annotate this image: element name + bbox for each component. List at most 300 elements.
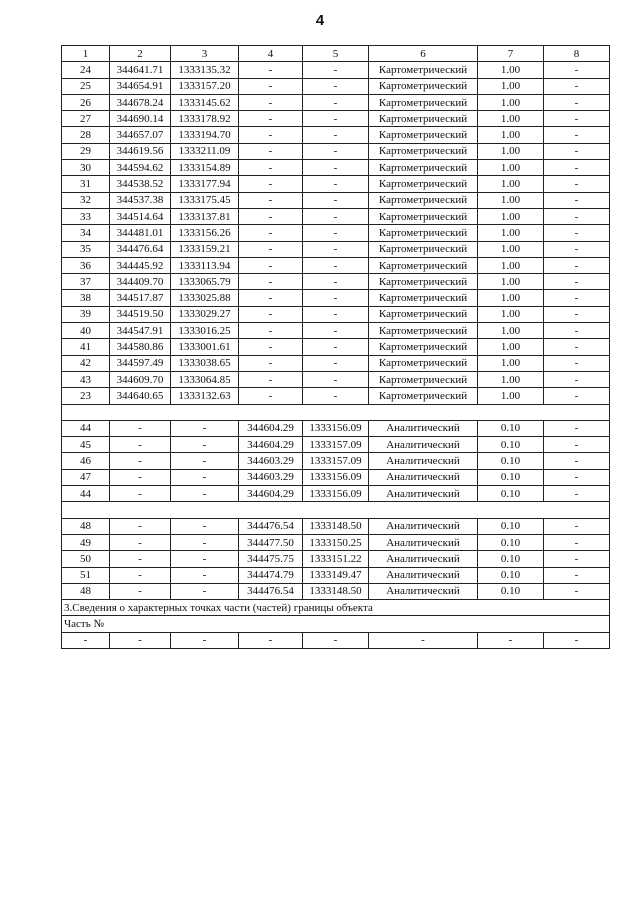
table-cell: - — [171, 583, 239, 599]
table-row — [62, 534, 610, 550]
coordinates-table — [61, 45, 610, 649]
table-cell: - — [544, 339, 610, 355]
table-row — [62, 486, 610, 502]
table-cell: - — [303, 127, 369, 143]
table-cell: - — [544, 257, 610, 273]
table-cell: 0.10 — [478, 518, 544, 534]
table-cell: 344476.54 — [239, 518, 303, 534]
table-cell: Аналитический — [369, 567, 478, 583]
table-cell: 0.10 — [478, 469, 544, 485]
table-cell: 42 — [62, 355, 110, 371]
table-cell: Картометрический — [369, 208, 478, 224]
table-cell: 25 — [62, 78, 110, 94]
table-cell: Картометрический — [369, 192, 478, 208]
table-row — [62, 453, 610, 469]
table-cell: - — [303, 371, 369, 387]
table-row — [62, 143, 610, 159]
table-row — [62, 355, 610, 371]
table-cell: 344537.38 — [110, 192, 171, 208]
table-cell: 1.00 — [478, 111, 544, 127]
table-cell: 5 — [303, 46, 369, 62]
table-cell: - — [544, 176, 610, 192]
table-cell: - — [303, 62, 369, 78]
table-cell: Картометрический — [369, 355, 478, 371]
table-cell: - — [239, 371, 303, 387]
table-cell: 344481.01 — [110, 225, 171, 241]
table-cell: - — [239, 323, 303, 339]
table-row — [62, 176, 610, 192]
table-cell: - — [544, 78, 610, 94]
table-cell: 47 — [62, 469, 110, 485]
table-cell: 344619.56 — [110, 143, 171, 159]
table-cell: 1333156.09 — [303, 420, 369, 436]
table-cell: - — [303, 257, 369, 273]
table-cell: 37 — [62, 274, 110, 290]
table-cell: - — [171, 437, 239, 453]
table-cell: 1333157.20 — [171, 78, 239, 94]
table-cell: Картометрический — [369, 225, 478, 241]
table-cell: - — [303, 388, 369, 404]
table-cell: - — [303, 111, 369, 127]
table-cell: - — [239, 257, 303, 273]
table-cell: 344690.14 — [110, 111, 171, 127]
table-row — [62, 290, 610, 306]
table-cell: - — [303, 143, 369, 159]
spacer-cell — [62, 404, 610, 420]
table-cell: 1.00 — [478, 78, 544, 94]
table-cell: 344609.70 — [110, 371, 171, 387]
table-cell: 1.00 — [478, 306, 544, 322]
table-cell: 344409.70 — [110, 274, 171, 290]
table-row — [62, 306, 610, 322]
table-cell: 0.10 — [478, 453, 544, 469]
table-cell: - — [544, 290, 610, 306]
table-cell: - — [544, 208, 610, 224]
table-row — [62, 111, 610, 127]
table-cell: - — [171, 453, 239, 469]
table-cell: - — [110, 518, 171, 534]
table-cell: 1333148.50 — [303, 583, 369, 599]
table-cell: 24 — [62, 62, 110, 78]
table-cell: - — [544, 420, 610, 436]
table-cell: 1333175.45 — [171, 192, 239, 208]
table-cell: - — [544, 274, 610, 290]
table-cell: - — [544, 192, 610, 208]
table-cell: Картометрический — [369, 290, 478, 306]
table-cell: 1 — [62, 46, 110, 62]
table-cell: Картометрический — [369, 388, 478, 404]
table-cell: 1.00 — [478, 62, 544, 78]
table-cell: 344603.29 — [239, 469, 303, 485]
table-cell: 44 — [62, 420, 110, 436]
header-row — [62, 46, 610, 62]
table-cell: 1.00 — [478, 176, 544, 192]
table-cell: 1333145.62 — [171, 94, 239, 110]
table-cell: - — [110, 534, 171, 550]
table-cell: 34 — [62, 225, 110, 241]
spacer-row — [62, 404, 610, 420]
section-3-title-row — [62, 600, 610, 616]
table-cell: - — [110, 486, 171, 502]
table-cell: 48 — [62, 583, 110, 599]
table-cell: 3 — [171, 46, 239, 62]
table-cell: 48 — [62, 518, 110, 534]
page-number: 4 — [315, 12, 325, 29]
table-cell: Картометрический — [369, 176, 478, 192]
table-row — [62, 127, 610, 143]
table-cell: - — [171, 567, 239, 583]
table-cell: - — [478, 632, 544, 648]
table-cell: - — [544, 225, 610, 241]
table-cell: 49 — [62, 534, 110, 550]
table-cell: 1.00 — [478, 257, 544, 273]
table-cell: 1333156.26 — [171, 225, 239, 241]
table-cell: 344641.71 — [110, 62, 171, 78]
table-cell: - — [171, 534, 239, 550]
table-cell: 1.00 — [478, 323, 544, 339]
table-cell: 23 — [62, 388, 110, 404]
table-cell: Картометрический — [369, 78, 478, 94]
table-cell: - — [239, 143, 303, 159]
table-cell: 45 — [62, 437, 110, 453]
table-cell: - — [303, 323, 369, 339]
table-cell: - — [303, 160, 369, 176]
table-cell: - — [544, 143, 610, 159]
table-cell: - — [544, 632, 610, 648]
table-cell: - — [239, 78, 303, 94]
table-cell: 344476.54 — [239, 583, 303, 599]
table-cell: - — [303, 192, 369, 208]
table-cell: 344474.79 — [239, 567, 303, 583]
table-cell: - — [303, 78, 369, 94]
table-cell: 344475.75 — [239, 551, 303, 567]
table-cell: Аналитический — [369, 420, 478, 436]
table-cell: - — [303, 290, 369, 306]
table-cell: 344640.65 — [110, 388, 171, 404]
table-row — [62, 208, 610, 224]
table-cell: - — [303, 241, 369, 257]
table-cell: Картометрический — [369, 111, 478, 127]
table-cell: Картометрический — [369, 371, 478, 387]
table-cell: 1.00 — [478, 94, 544, 110]
table-cell: 344604.29 — [239, 420, 303, 436]
table-cell: 1.00 — [478, 192, 544, 208]
table-cell: - — [544, 355, 610, 371]
table-cell: - — [303, 274, 369, 290]
table-cell: 344654.91 — [110, 78, 171, 94]
table-cell: 1333150.25 — [303, 534, 369, 550]
table-cell: - — [544, 306, 610, 322]
table-cell: 1333156.09 — [303, 486, 369, 502]
table-cell: Картометрический — [369, 306, 478, 322]
table-cell: 50 — [62, 551, 110, 567]
table-row — [62, 62, 610, 78]
table-cell: 344519.50 — [110, 306, 171, 322]
table-cell: 1.00 — [478, 388, 544, 404]
table-cell: - — [369, 632, 478, 648]
table-cell: - — [239, 127, 303, 143]
table-cell: - — [303, 306, 369, 322]
table-cell: 1.00 — [478, 160, 544, 176]
table-cell: - — [544, 241, 610, 257]
table-row — [62, 241, 610, 257]
table-row — [62, 274, 610, 290]
table-cell: 1333151.22 — [303, 551, 369, 567]
table-cell: - — [239, 290, 303, 306]
table-cell: 26 — [62, 94, 110, 110]
table-cell: 40 — [62, 323, 110, 339]
table-cell: - — [544, 323, 610, 339]
table-cell: - — [303, 176, 369, 192]
table-cell: 2 — [110, 46, 171, 62]
table-cell: - — [239, 632, 303, 648]
table-row — [62, 469, 610, 485]
table-cell: 1.00 — [478, 274, 544, 290]
table-cell: Картометрический — [369, 62, 478, 78]
table-cell: 7 — [478, 46, 544, 62]
table-cell: - — [171, 469, 239, 485]
table-cell: - — [239, 192, 303, 208]
table-cell: Аналитический — [369, 437, 478, 453]
table-cell: 41 — [62, 339, 110, 355]
table-cell: 27 — [62, 111, 110, 127]
table-cell: Картометрический — [369, 160, 478, 176]
table-cell: - — [239, 241, 303, 257]
table-row — [62, 78, 610, 94]
table-cell: - — [544, 111, 610, 127]
table-cell: Картометрический — [369, 323, 478, 339]
table-cell: 1.00 — [478, 371, 544, 387]
table-cell: - — [544, 551, 610, 567]
table-cell: 344476.64 — [110, 241, 171, 257]
table-cell: - — [239, 306, 303, 322]
table-cell: - — [544, 127, 610, 143]
table-cell: 1.00 — [478, 339, 544, 355]
table-cell: 0.10 — [478, 583, 544, 599]
table-cell: 1333016.25 — [171, 323, 239, 339]
table-row — [62, 257, 610, 273]
table-cell: 38 — [62, 290, 110, 306]
table-cell: 1333156.09 — [303, 469, 369, 485]
table-cell: - — [171, 420, 239, 436]
table-cell: 344603.29 — [239, 453, 303, 469]
table-cell: 0.10 — [478, 534, 544, 550]
table-cell: - — [303, 208, 369, 224]
table-cell: 1.00 — [478, 290, 544, 306]
table-cell: Картометрический — [369, 339, 478, 355]
table-row — [62, 371, 610, 387]
table-cell: Аналитический — [369, 583, 478, 599]
table-cell: - — [544, 453, 610, 469]
table-cell: 344657.07 — [110, 127, 171, 143]
table-cell: 1.00 — [478, 225, 544, 241]
table-row — [62, 632, 610, 648]
table-cell: 1.00 — [478, 143, 544, 159]
table-cell: 1.00 — [478, 241, 544, 257]
table-cell: 1333154.89 — [171, 160, 239, 176]
table-row — [62, 160, 610, 176]
table-cell: 344604.29 — [239, 437, 303, 453]
table-row — [62, 420, 610, 436]
table-cell: - — [544, 469, 610, 485]
table-cell: 1333157.09 — [303, 437, 369, 453]
table-cell: 344477.50 — [239, 534, 303, 550]
table-cell: - — [110, 420, 171, 436]
table-cell: 1333113.94 — [171, 257, 239, 273]
spacer-cell — [62, 502, 610, 518]
table-cell: - — [110, 469, 171, 485]
table-row — [62, 583, 610, 599]
table-cell: 32 — [62, 192, 110, 208]
table-cell: 1333065.79 — [171, 274, 239, 290]
table-cell: - — [239, 62, 303, 78]
table-cell: - — [303, 94, 369, 110]
table-cell: - — [110, 567, 171, 583]
table-cell: Картометрический — [369, 274, 478, 290]
table-cell: 344597.49 — [110, 355, 171, 371]
table-cell: 344594.62 — [110, 160, 171, 176]
spacer-row — [62, 502, 610, 518]
table-cell: - — [110, 583, 171, 599]
table-cell: 44 — [62, 486, 110, 502]
table-cell: 1333029.27 — [171, 306, 239, 322]
table-cell: 0.10 — [478, 486, 544, 502]
table-cell: 1333194.70 — [171, 127, 239, 143]
table-cell: - — [110, 551, 171, 567]
table-cell: - — [239, 160, 303, 176]
table-cell: Картометрический — [369, 127, 478, 143]
table-cell: Аналитический — [369, 453, 478, 469]
table-cell: 0.10 — [478, 567, 544, 583]
table-row — [62, 225, 610, 241]
table-cell: Картометрический — [369, 241, 478, 257]
table-row — [62, 192, 610, 208]
table-cell: - — [171, 518, 239, 534]
table-row — [62, 323, 610, 339]
table-row — [62, 94, 610, 110]
table-cell: 35 — [62, 241, 110, 257]
table-cell: 46 — [62, 453, 110, 469]
table-cell: 1333025.88 — [171, 290, 239, 306]
table-cell: - — [544, 583, 610, 599]
table-cell: - — [544, 486, 610, 502]
table-cell: - — [110, 437, 171, 453]
table-cell: - — [544, 534, 610, 550]
table-cell: - — [239, 111, 303, 127]
table-cell: 344678.24 — [110, 94, 171, 110]
table-cell: Картометрический — [369, 257, 478, 273]
table-cell: 1333149.47 — [303, 567, 369, 583]
table-cell: 6 — [369, 46, 478, 62]
table-cell: 1333178.92 — [171, 111, 239, 127]
table-cell: 344547.91 — [110, 323, 171, 339]
table-cell: - — [239, 274, 303, 290]
table-row — [62, 551, 610, 567]
table-row — [62, 437, 610, 453]
table-cell: 344445.92 — [110, 257, 171, 273]
table-cell: 30 — [62, 160, 110, 176]
table-cell: - — [544, 62, 610, 78]
table-cell: 43 — [62, 371, 110, 387]
table-cell: - — [544, 371, 610, 387]
table-cell: - — [303, 225, 369, 241]
table-cell: Аналитический — [369, 534, 478, 550]
table-cell: Аналитический — [369, 486, 478, 502]
table-cell: 1.00 — [478, 355, 544, 371]
table-cell: - — [239, 94, 303, 110]
part-label-row — [62, 616, 610, 632]
table-cell: 1333177.94 — [171, 176, 239, 192]
table-row — [62, 567, 610, 583]
table-cell: - — [239, 208, 303, 224]
table-cell: 31 — [62, 176, 110, 192]
part-label: Часть № — [62, 616, 610, 632]
table-cell: - — [239, 225, 303, 241]
table-cell: 1333211.09 — [171, 143, 239, 159]
table-cell: 1333038.65 — [171, 355, 239, 371]
table-cell: 39 — [62, 306, 110, 322]
table-cell: Аналитический — [369, 551, 478, 567]
table-cell: 0.10 — [478, 437, 544, 453]
table-cell: 28 — [62, 127, 110, 143]
table-cell: 1333135.32 — [171, 62, 239, 78]
table-cell: - — [110, 632, 171, 648]
table-cell: - — [239, 176, 303, 192]
table-cell: - — [171, 632, 239, 648]
table-cell: 33 — [62, 208, 110, 224]
table-cell: 344604.29 — [239, 486, 303, 502]
table-cell: 344517.87 — [110, 290, 171, 306]
table-cell: 1333159.21 — [171, 241, 239, 257]
table-cell: 344580.86 — [110, 339, 171, 355]
table-cell: 1333064.85 — [171, 371, 239, 387]
table-cell: - — [110, 453, 171, 469]
table-cell: 8 — [544, 46, 610, 62]
table-cell: Картометрический — [369, 143, 478, 159]
table-cell: 0.10 — [478, 420, 544, 436]
table-cell: - — [544, 567, 610, 583]
table-cell: 344538.52 — [110, 176, 171, 192]
table-cell: 1333001.61 — [171, 339, 239, 355]
table-cell: Аналитический — [369, 469, 478, 485]
table-cell: 1333132.63 — [171, 388, 239, 404]
table-cell: - — [544, 437, 610, 453]
table-cell: - — [239, 355, 303, 371]
table-row — [62, 388, 610, 404]
table-cell: 29 — [62, 143, 110, 159]
table-cell: - — [544, 518, 610, 534]
table-cell: 0.10 — [478, 551, 544, 567]
table-cell: - — [544, 388, 610, 404]
section-3-title: 3.Сведения о характерных точках части (частей) границы объекта — [62, 600, 610, 616]
table-cell: 1333137.81 — [171, 208, 239, 224]
table-cell: - — [303, 339, 369, 355]
table-cell: 1333157.09 — [303, 453, 369, 469]
table-row — [62, 339, 610, 355]
table-row — [62, 518, 610, 534]
table-cell: Аналитический — [369, 518, 478, 534]
table-cell: - — [239, 339, 303, 355]
table-cell: 51 — [62, 567, 110, 583]
table-cell: Картометрический — [369, 94, 478, 110]
table-cell: 4 — [239, 46, 303, 62]
table-cell: - — [303, 632, 369, 648]
table-cell: 1333148.50 — [303, 518, 369, 534]
table-cell: - — [171, 486, 239, 502]
table-cell: - — [544, 94, 610, 110]
table-cell: - — [239, 388, 303, 404]
table-cell: 36 — [62, 257, 110, 273]
